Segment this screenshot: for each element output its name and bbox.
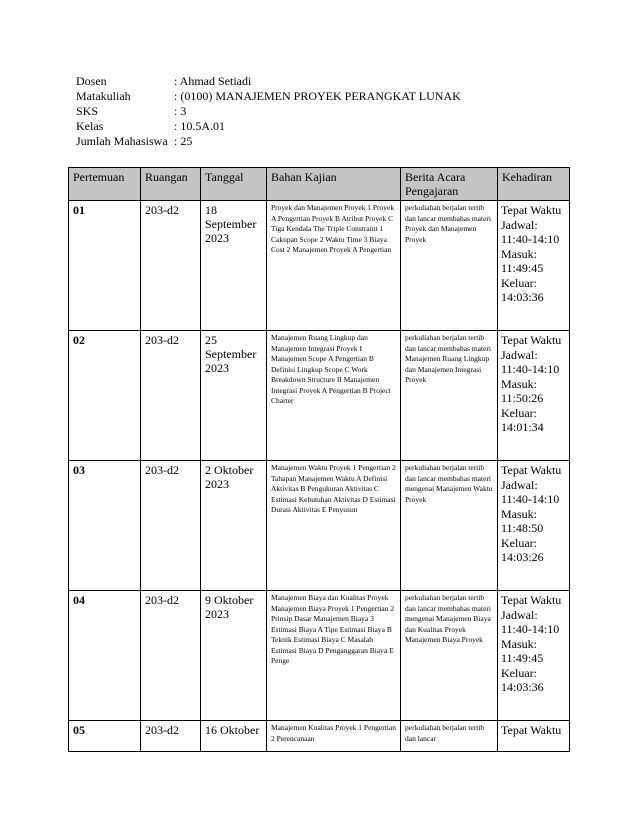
cell-bahan-kajian: Manajemen Biaya dan Kualitas Proyek Manajemen Biaya Proyek 1 Pengertian 2 Prinsip Dasar Manajemen Biaya 3 Estimasi Biaya A Tipe Estimasi Biaya B Teknik Estimasi Biaya C Masalah Estimasi Biaya D Penganggaran Biaya E Penge bbox=[267, 591, 401, 721]
cell-berita-acara: perkuliahan berjalan tertib dan lancar membahas materi Proyek dan Manajemen Proyek bbox=[401, 201, 498, 331]
info-value: : 25 bbox=[174, 134, 193, 148]
cell-kehadiran: Tepat Waktu Jadwal: 11:40-14:10 Masuk: 11:49:45 Keluar: 14:03:36 bbox=[498, 201, 570, 331]
cell-bahan-kajian: Manajemen Waktu Proyek 1 Pengertian 2 Tahapan Manajemen Waktu A Definisi Aktivitas B Pengukuran Aktivitas C Estimasi Kebutuhan Aktivitas D Estimasi Durasi Aktivitas E Penyusun bbox=[267, 461, 401, 591]
info-label: Jumlah Mahasiswa bbox=[76, 134, 168, 148]
table-row bbox=[69, 591, 570, 721]
cell-tanggal: 25 September 2023 bbox=[201, 331, 267, 461]
info-label: Matakuliah bbox=[76, 89, 131, 103]
header-tanggal: Tanggal bbox=[201, 168, 267, 201]
info-row-dosen bbox=[76, 74, 461, 89]
cell-pertemuan: 02 bbox=[69, 331, 141, 461]
info-row-matakuliah bbox=[76, 89, 461, 104]
header-kehadiran: Kehadiran bbox=[498, 168, 570, 201]
cell-kehadiran: Tepat Waktu Jadwal: 11:40-14:10 Masuk: 11:48:50 Keluar: 14:03:26 bbox=[498, 461, 570, 591]
cell-kehadiran: Tepat Waktu Jadwal: 11:40-14:10 Masuk: 11:50:26 Keluar: 14:01:34 bbox=[498, 331, 570, 461]
info-row-kelas bbox=[76, 119, 461, 134]
cell-bahan-kajian: Manajemen Ruang Lingkup dan Manajemen Integrasi Proyek I Manajemen Scope A Pengertian B Definisi Lingkup Scope C Work Breakdown Structure II Manajemen Integrasi Proyek A Pengertian B Project Charter bbox=[267, 331, 401, 461]
table-row bbox=[69, 331, 570, 461]
cell-ruangan: 203-d2 bbox=[141, 201, 201, 331]
header-ruangan: Ruangan bbox=[141, 168, 201, 201]
cell-kehadiran: Tepat Waktu Jadwal: 11:40-14:10 Masuk: 11:49:45 Keluar: 14:03:36 bbox=[498, 591, 570, 721]
cell-tanggal: 2 Oktober 2023 bbox=[201, 461, 267, 591]
header-pertemuan: Pertemuan bbox=[69, 168, 141, 201]
info-row-jumlah-mahasiswa bbox=[76, 134, 461, 149]
cell-pertemuan: 01 bbox=[69, 201, 141, 331]
course-info bbox=[76, 74, 461, 149]
cell-tanggal: 16 Oktober bbox=[201, 721, 267, 752]
cell-bahan-kajian: Manajemen Kualitas Proyek 1 Pengertian 2 Perencanaan bbox=[267, 721, 401, 752]
cell-tanggal: 18 September 2023 bbox=[201, 201, 267, 331]
info-value: : (0100) MANAJEMEN PROYEK PERANGKAT LUNAK bbox=[174, 89, 461, 103]
header-berita-acara: Berita Acara Pengajaran bbox=[401, 168, 498, 201]
cell-ruangan: 203-d2 bbox=[141, 461, 201, 591]
cell-pertemuan: 03 bbox=[69, 461, 141, 591]
cell-berita-acara: perkuliahan berjalan tertib dan lancar bbox=[401, 721, 498, 752]
table-header-row bbox=[69, 168, 570, 201]
info-label: SKS bbox=[76, 104, 99, 118]
info-value: : 10.5A.01 bbox=[174, 119, 225, 133]
info-label: Dosen bbox=[76, 74, 107, 88]
cell-berita-acara: perkuliahan berjalan tertib dan lancar membahas materi mengenai Manajemen Waktu Proyek bbox=[401, 461, 498, 591]
table-row bbox=[69, 461, 570, 591]
cell-ruangan: 203-d2 bbox=[141, 591, 201, 721]
cell-pertemuan: 05 bbox=[69, 721, 141, 752]
header-bahan-kajian: Bahan Kajian bbox=[267, 168, 401, 201]
info-value: : 3 bbox=[174, 104, 187, 118]
cell-tanggal: 9 Oktober 2023 bbox=[201, 591, 267, 721]
cell-kehadiran: Tepat Waktu bbox=[498, 721, 570, 752]
info-row-sks bbox=[76, 104, 461, 119]
cell-berita-acara: perkuliahan berjalan tertib dan lancar membahas materi mengenai Manajemen Biaya dan Kualitas Proyek Manajemen Biaya Proyek bbox=[401, 591, 498, 721]
cell-ruangan: 203-d2 bbox=[141, 721, 201, 752]
table-row bbox=[69, 201, 570, 331]
cell-ruangan: 203-d2 bbox=[141, 331, 201, 461]
info-label: Kelas bbox=[76, 119, 104, 133]
cell-berita-acara: perkuliahan berjalan tertib dan lancar membahas materi Manajemen Ruang Lingkup dan Manajemen Integrasi Proyek bbox=[401, 331, 498, 461]
cell-pertemuan: 04 bbox=[69, 591, 141, 721]
info-value: : Ahmad Setiadi bbox=[174, 74, 252, 88]
table-row bbox=[69, 721, 570, 752]
attendance-table bbox=[68, 167, 570, 752]
cell-bahan-kajian: Proyek dan Manajemen Proyek 1 Proyek A Pengertian Proyek B Atribut Proyek C Tiga Kendala The Triple Constraint 1 Cakupan Scope 2 Waktu Time 3 Biaya Cost 2 Manajemen Proyek A Pengertian bbox=[267, 201, 401, 331]
